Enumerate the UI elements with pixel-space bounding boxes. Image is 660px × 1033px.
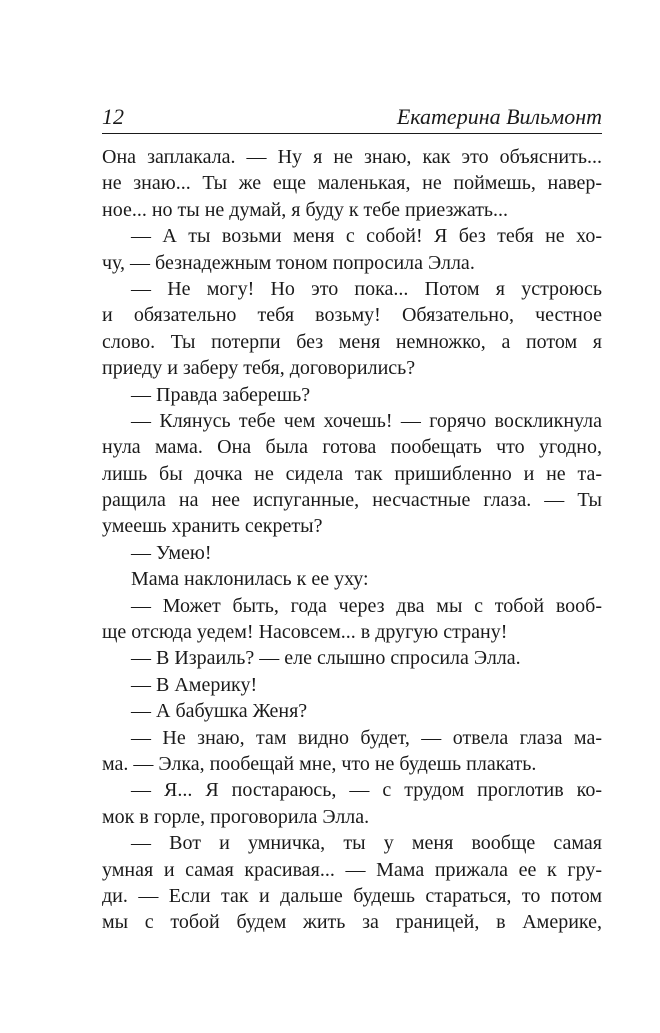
text-line: — Не могу! Но это пока... Потом я устроюсь — [131, 277, 602, 300]
text-line: — В Америку! — [131, 673, 258, 696]
text-line: Она заплакала. — Ну я не знаю, как это объяснить... — [102, 146, 602, 168]
text-line: мок в горле, проговорила Элла. — [102, 805, 370, 828]
text-line: ма. — Элка, пообещай мне, что не будешь плакать. — [102, 752, 537, 775]
text-line: мы с тобой будем жить за границей, в Америке, — [102, 911, 602, 934]
page-number: 12 — [102, 104, 124, 129]
text-line: не знаю... Ты же еще маленькая, не поймешь, навер- — [102, 172, 602, 195]
text-line: ди. — Если так и дальше будешь стараться, то потом — [102, 884, 602, 907]
text-line: ращила на нее испуганные, несчастные глаза. — Ты — [102, 489, 602, 512]
text-line: — Может быть, года через два мы с тобой вооб- — [131, 594, 602, 617]
text-line: нула мама. Она была готова пообещать что угодно, — [102, 436, 602, 459]
header-rule — [102, 133, 602, 134]
text-line: чу, — безнадежным тоном попросила Элла. — [102, 251, 475, 274]
text-line: — А ты возьми меня с собой! Я без тебя не хо- — [131, 225, 602, 248]
page-header — [102, 104, 602, 130]
text-line: — В Израиль? — еле слышно спросила Элла. — [131, 647, 521, 670]
running-head-author: Екатерина Вильмонт — [396, 104, 602, 129]
text-line: — Правда заберешь? — [131, 383, 311, 406]
text-line: умеешь хранить секреты? — [102, 515, 323, 538]
text-line: ще отсюда уедем! Насовсем... в другую страну! — [102, 621, 508, 644]
text-line: приеду и заберу тебя, договорились? — [102, 357, 416, 380]
text-line: — Умею! — [131, 541, 212, 564]
text-line: ное... но ты не думай, я буду к тебе приезжать... — [102, 198, 509, 221]
text-line: и обязательно тебя возьму! Обязательно, честное — [102, 304, 602, 327]
body-text — [102, 144, 602, 936]
text-line: — Вот и умничка, ты у меня вообще самая — [131, 832, 602, 855]
text-line: Мама наклонилась к ее уху: — [131, 568, 369, 591]
text-line: умная и самая красивая... — Мама прижала ее к гру- — [102, 858, 602, 881]
text-line: — Клянусь тебе чем хочешь! — горячо воскликнула — [131, 409, 602, 432]
text-line: — А бабушка Женя? — [131, 700, 308, 723]
text-line: лишь бы дочка не сидела так пришибленно и не та- — [102, 462, 602, 485]
text-line: — Не знаю, там видно будет, — отвела глаза ма- — [131, 726, 602, 749]
text-line: слово. Ты потерпи без меня немножко, а потом я — [102, 330, 602, 353]
text-line: — Я... Я постараюсь, — с трудом проглотив ко- — [131, 779, 602, 802]
